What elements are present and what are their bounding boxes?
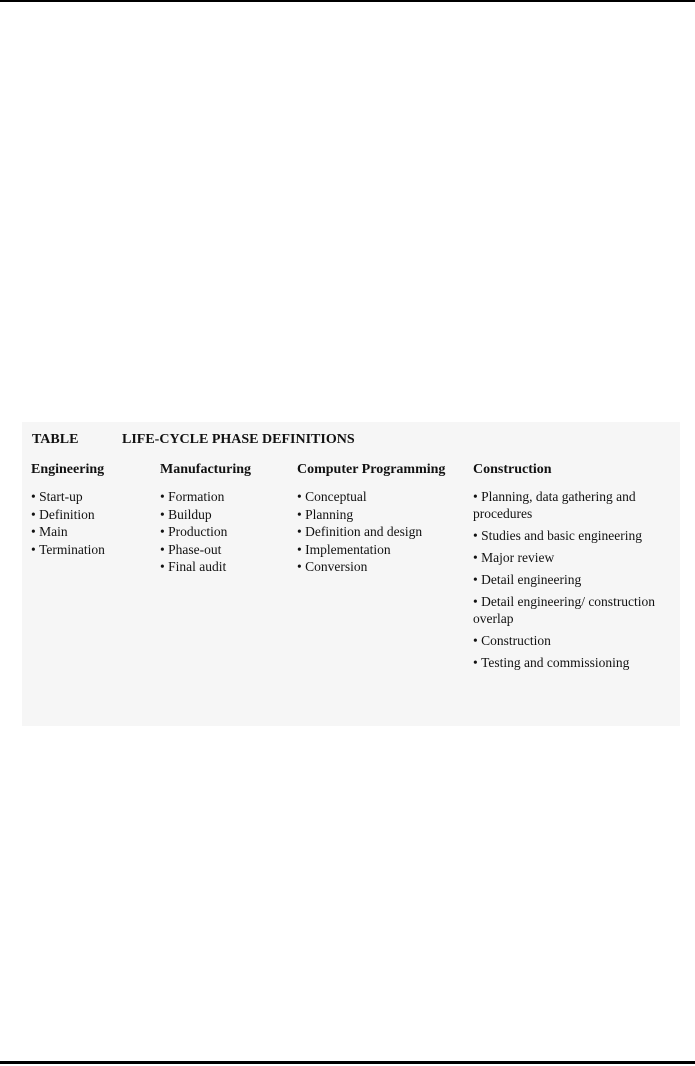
list-item: • Detail engineering <box>473 571 678 588</box>
column-header: Computer Programming <box>297 462 446 477</box>
list-item: • Definition <box>31 506 105 524</box>
list-item: • Major review <box>473 549 678 566</box>
column-header: Engineering <box>31 462 105 477</box>
list-item: • Construction <box>473 632 678 649</box>
list-item: • Conceptual <box>297 488 445 506</box>
list-item: • Conversion <box>297 558 445 576</box>
phase-list <box>160 488 251 576</box>
list-item: • Production <box>160 523 251 541</box>
column-header: Manufacturing <box>160 462 251 477</box>
list-item: • Planning <box>297 506 445 524</box>
list-item: • Implementation <box>297 541 445 559</box>
phase-list <box>297 488 445 576</box>
table-caption-label: TABLE <box>32 432 79 447</box>
top-rule <box>0 0 695 2</box>
list-item: • Detail engineering/ construction overlap <box>473 593 678 627</box>
list-item: • Buildup <box>160 506 251 524</box>
list-item: • Formation <box>160 488 251 506</box>
table-caption <box>32 432 355 448</box>
list-item: • Start-up <box>31 488 105 506</box>
bottom-rule <box>0 1061 695 1064</box>
list-item: • Phase-out <box>160 541 251 559</box>
phase-list <box>31 488 105 558</box>
column-header: Construction <box>473 462 552 477</box>
list-item: • Testing and commissioning <box>473 654 678 671</box>
column-engineering <box>31 460 105 558</box>
list-item: • Final audit <box>160 558 251 576</box>
column-computer-programming <box>297 460 445 576</box>
column-construction <box>473 460 678 676</box>
table-caption-title: LIFE-CYCLE PHASE DEFINITIONS <box>122 432 355 447</box>
list-item: • Termination <box>31 541 105 559</box>
phase-list <box>473 488 678 671</box>
list-item: • Definition and design <box>297 523 445 541</box>
list-item: • Planning, data gathering and procedures <box>473 488 678 522</box>
column-manufacturing <box>160 460 251 576</box>
list-item: • Main <box>31 523 105 541</box>
list-item: • Studies and basic engineering <box>473 527 678 544</box>
